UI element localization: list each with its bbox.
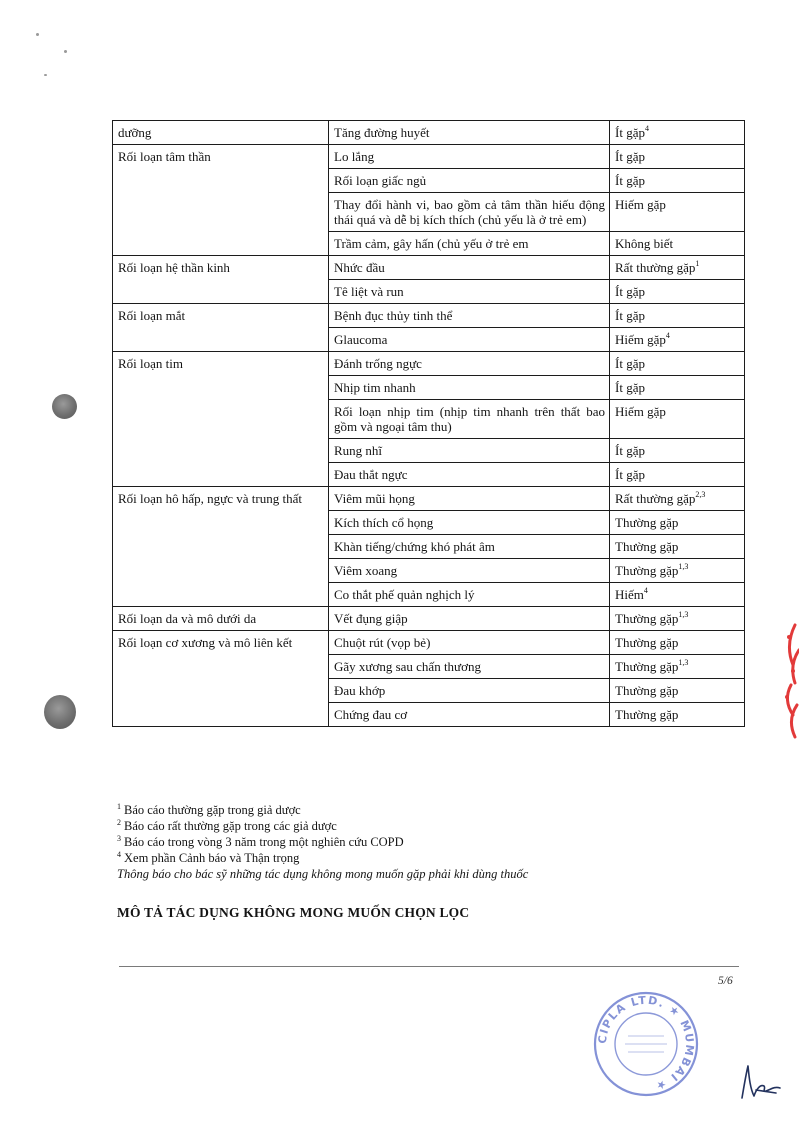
reaction-cell: Rối loạn nhịp tim (nhịp tim nhanh trên thất bao gồm và ngoại tâm thu) (329, 400, 610, 439)
category-cell: Rối loạn tim (113, 352, 329, 487)
frequency-cell: Ít gặp$^4$ (610, 121, 745, 145)
reaction-cell: Vết đụng giập (329, 607, 610, 631)
frequency-cell: Ít gặp (610, 463, 745, 487)
category-cell: Rối loạn mắt (113, 304, 329, 352)
reaction-cell: Kích thích cổ họng (329, 511, 610, 535)
frequency-cell: Rất thường gặp$^{2,3}$ (610, 487, 745, 511)
reaction-cell: Tê liệt và run (329, 280, 610, 304)
table-row (113, 607, 745, 631)
category-cell: Rối loạn da và mô dưới da (113, 607, 329, 631)
reaction-cell: Viêm mũi họng (329, 487, 610, 511)
frequency-cell: Thường gặp (610, 535, 745, 559)
frequency-cell: Thường gặp (610, 511, 745, 535)
handwritten-signature (736, 1060, 786, 1106)
table-row (113, 352, 745, 376)
category-cell: Rối loạn hô hấp, ngực và trung thất (113, 487, 329, 607)
frequency-cell: Ít gặp (610, 352, 745, 376)
reaction-cell: Đau thắt ngực (329, 463, 610, 487)
scan-speck (36, 33, 39, 36)
reaction-cell: Tăng đường huyết (329, 121, 610, 145)
footnote-ref: 1,3 (678, 658, 689, 667)
punch-hole-upper (52, 394, 77, 419)
category-cell: Rối loạn hệ thần kinh (113, 256, 329, 304)
frequency-cell: Hiếm gặp (610, 193, 745, 232)
frequency-cell: Ít gặp (610, 376, 745, 400)
reaction-cell: Glaucoma (329, 328, 610, 352)
frequency-cell: Thường gặp$^{1,3}$ (610, 559, 745, 583)
svg-text:CIPLA LTD. ★ MUMBAI ★: CIPLA LTD. ★ MUMBAI ★ (595, 993, 697, 1094)
footnote: $^2$ Báo cáo rất thường gặp trong các giả dược (117, 818, 337, 833)
reaction-cell: Rung nhĩ (329, 439, 610, 463)
frequency-cell: Ít gặp (610, 439, 745, 463)
reaction-cell: Thay đổi hành vi, bao gồm cả tâm thần hiếu động thái quá và dễ bị kích thích (chủ yếu là ở trẻ em) (329, 193, 610, 232)
reaction-cell: Gãy xương sau chấn thương (329, 655, 610, 679)
reaction-cell: Chứng đau cơ (329, 703, 610, 727)
punch-hole-lower (44, 695, 76, 729)
footnote-ref: 1,3 (678, 610, 689, 619)
frequency-cell: Thường gặp (610, 631, 745, 655)
frequency-cell: Hiếm gặp (610, 400, 745, 439)
footnote-ref: 4 (644, 124, 649, 133)
section-heading: MÔ TẢ TÁC DỤNG KHÔNG MONG MUỐN CHỌN LỌC (117, 905, 470, 920)
scan-speck (44, 74, 47, 76)
reaction-cell: Nhịp tim nhanh (329, 376, 610, 400)
reaction-cell: Đánh trống ngực (329, 352, 610, 376)
reaction-cell: Nhức đầu (329, 256, 610, 280)
footnotes (117, 802, 677, 882)
red-stamp-fragment (775, 605, 799, 745)
footnote: $^4$ Xem phần Cảnh báo và Thận trọng (117, 850, 300, 865)
table-row (113, 631, 745, 655)
reaction-cell: Bệnh đục thủy tinh thể (329, 304, 610, 328)
reaction-cell: Đau khớp (329, 679, 610, 703)
footnote: $^1$ Báo cáo thường gặp trong giả dược (117, 802, 301, 817)
frequency-cell: Ít gặp (610, 280, 745, 304)
reaction-cell: Trầm cảm, gây hấn (chủ yếu ở trẻ em (329, 232, 610, 256)
frequency-cell: Thường gặp$^{1,3}$ (610, 607, 745, 631)
category-cell: Rối loạn cơ xương và mô liên kết (113, 631, 329, 727)
reaction-cell: Chuột rút (vọp bẻ) (329, 631, 610, 655)
frequency-cell: Hiếm gặp$^4$ (610, 328, 745, 352)
frequency-cell: Ít gặp (610, 145, 745, 169)
footnote-ref: 1,3 (678, 562, 689, 571)
table-row (113, 487, 745, 511)
frequency-cell: Ít gặp (610, 169, 745, 193)
reaction-cell: Khàn tiếng/chứng khó phát âm (329, 535, 610, 559)
frequency-cell: Thường gặp (610, 703, 745, 727)
frequency-cell: Không biết (610, 232, 745, 256)
category-cell: Rối loạn tâm thần (113, 145, 329, 256)
footer-divider (119, 966, 739, 967)
frequency-cell: Rất thường gặp$^1$ (610, 256, 745, 280)
table-row (113, 145, 745, 169)
table-row (113, 121, 745, 145)
footnote: $^3$ Báo cáo trong vòng 3 năm trong một nghiên cứu COPD (117, 834, 404, 849)
reaction-cell: Lo lắng (329, 145, 610, 169)
footnote-ref: 2,3 (695, 490, 706, 499)
scan-speck (64, 50, 67, 53)
footnote-ref: 4 (643, 586, 648, 595)
report-notice: Thông báo cho bác sỹ những tác dụng không mong muốn gặp phải khi dùng thuốc (117, 867, 529, 881)
page-number: 5/6 (718, 975, 733, 987)
category-cell: dưỡng (113, 121, 329, 145)
adverse-reactions-table (112, 120, 745, 727)
reaction-cell: Rối loạn giấc ngủ (329, 169, 610, 193)
frequency-cell: Ít gặp (610, 304, 745, 328)
reaction-cell: Co thắt phế quản nghịch lý (329, 583, 610, 607)
footnote-ref: 1 (695, 259, 700, 268)
table-row (113, 256, 745, 280)
frequency-cell: Hiếm$^4$ (610, 583, 745, 607)
frequency-cell: Thường gặp (610, 679, 745, 703)
reaction-cell: Viêm xoang (329, 559, 610, 583)
company-stamp (592, 990, 700, 1098)
footnote-ref: 4 (665, 331, 670, 340)
frequency-cell: Thường gặp$^{1,3}$ (610, 655, 745, 679)
table-row (113, 304, 745, 328)
